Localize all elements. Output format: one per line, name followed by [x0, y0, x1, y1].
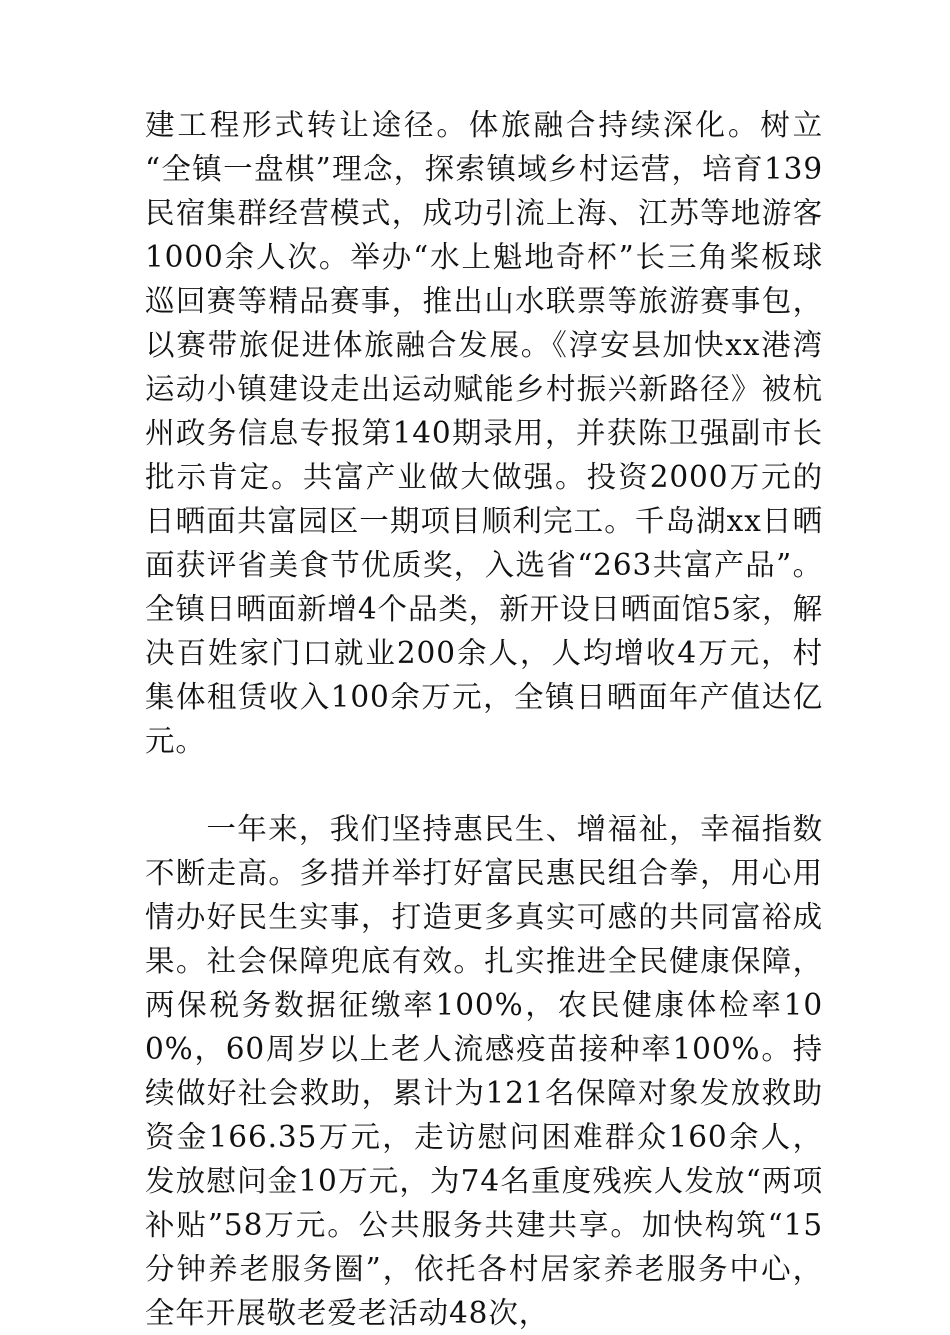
paragraph-2: 一年来，我们坚持惠民生、增福祉，幸福指数不断走高。多措并举打好富民惠民组合拳，用心用情办好民生实事，打造更多真实可感的共同富裕成果。社会保障兜底有效。扎实推进全民健康保障，两保税务数据征缴率100%，农民健康体检率100%，60周岁以上老人流感疫苗接种率100%。持续做好社会救助，累计为121名保障对象发放救助资金166.35万元，走访慰问困难群众160余人，发放慰问金10万元，为74名重度残疾人发放“两项补贴”58万元。公共服务共建共享。加快构筑“15分钟养老服务圈”，依托各村居家养老服务中心，全年开展敬老爱老活动48次，	[145, 812, 823, 1330]
paragraph-1: 建工程形式转让途径。体旅融合持续深化。树立“全镇一盘棋”理念，探索镇域乡村运营，培育139民宿集群经营模式，成功引流上海、江苏等地游客1000余人次。举办“水上魁地奇杯”长三角桨板球巡回赛等精品赛事，推出山水联票等旅游赛事包，以赛带旅促进体旅融合发展。《淳安县加快xx港湾运动小镇建设走出运动赋能乡村振兴新路径》被杭州政务信息专报第140期录用，并获陈卫强副市长批示肯定。共富产业做大做强。投资2000万元的日晒面共富园区一期项目顺利完工。千岛湖xx日晒面获评省美食节优质奖，入选省“263共富产品”。全镇日晒面新增4个品类，新开设日晒面馆5家，解决百姓家门口就业200余人，人均增收4万元，村集体租赁收入100余万元，全镇日晒面年产值达亿元。	[145, 108, 823, 758]
document-text-body	[145, 103, 823, 1335]
